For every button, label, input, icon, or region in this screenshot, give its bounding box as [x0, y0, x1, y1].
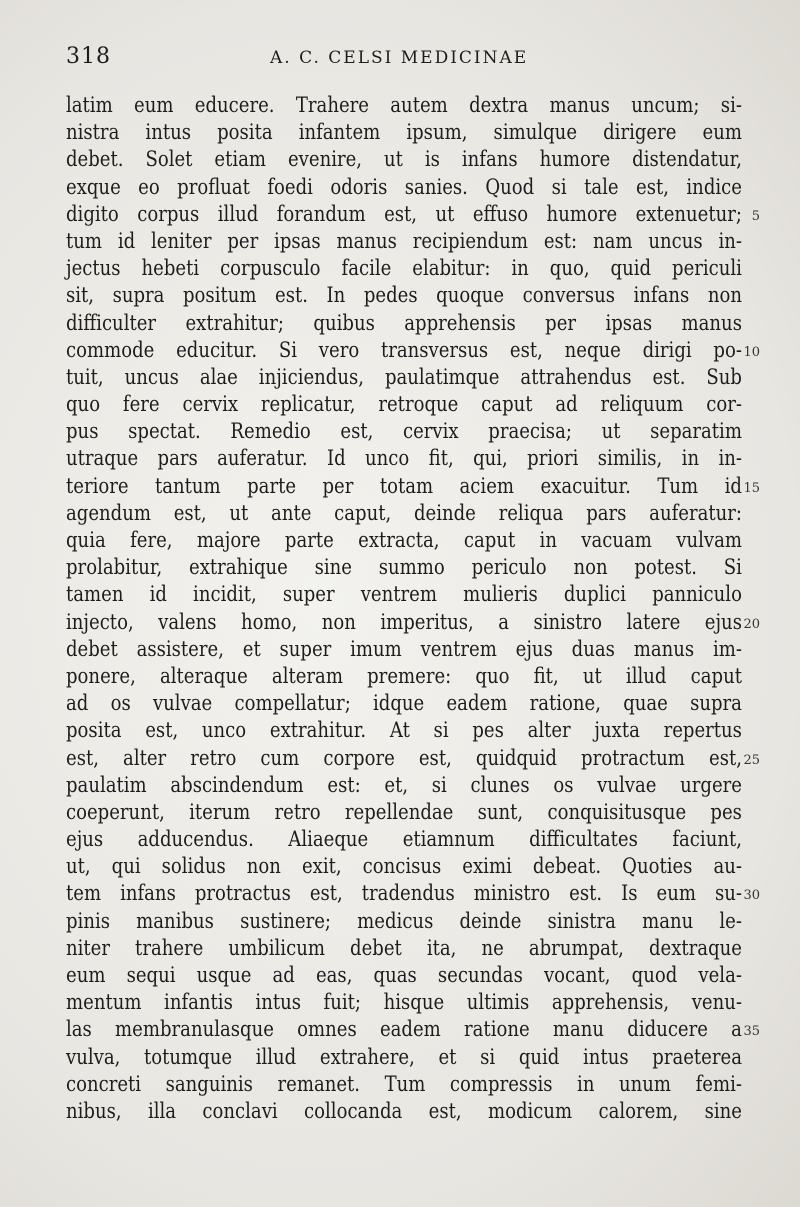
- line-text: latim eum educere. Trahere autem dextra manus uncum; si-: [66, 93, 742, 117]
- line-text: quia fere, majore parte extracta, caput in vacuam vulvam: [66, 528, 742, 552]
- text-line: [66, 418, 742, 445]
- line-text: teriore tantum parte per totam aciem exacuitur. Tum id: [66, 473, 742, 498]
- line-text: posita est, unco extrahitur. At si pes alter juxta repertus: [66, 718, 742, 743]
- running-title: A. C. CELSI MEDICINAE: [270, 48, 529, 68]
- text-line: [66, 310, 742, 337]
- line-text: las membranulasque omnes eadem ratione manu diducere a: [66, 1017, 742, 1042]
- text-line: [66, 1071, 742, 1098]
- text-line: [66, 337, 760, 364]
- line-text: coeperunt, iterum retro repellendae sunt, conquisitusque pes: [66, 799, 742, 824]
- text-line: [66, 908, 742, 935]
- running-head: [66, 44, 756, 72]
- text-line: [66, 445, 742, 472]
- text-line: [66, 1044, 742, 1071]
- line-text: utraque pars auferatur. Id unco fit, qui, priori similis, in in-: [66, 446, 742, 471]
- line-text: jectus hebeti corpusculo facile elabitur: in quo, quid periculi: [66, 256, 742, 281]
- line-text: sit, supra positum est. In pedes quoque conversus infans non: [66, 283, 742, 308]
- line-text: est, alter retro cum corpore est, quidquid protractum est,: [66, 745, 742, 770]
- text-line: [66, 989, 742, 1016]
- body-text: [66, 92, 760, 1125]
- line-text: niter trahere umbilicum debet ita, ne abrumpat, dextraque: [66, 935, 742, 960]
- text-line: [66, 146, 742, 173]
- text-line: [66, 853, 742, 880]
- line-text: tum id leniter per ipsas manus recipiendum est: nam uncus in-: [66, 228, 742, 253]
- line-text: tem infans protractus est, tradendus ministro est. Is eum su-: [66, 881, 742, 906]
- line-text: quo fere cervix replicatur, retroque caput ad reliquum cor-: [66, 392, 742, 417]
- line-text: debet assistere, et super imum ventrem ejus duas manus im-: [66, 636, 742, 661]
- line-text: nistra intus posita infantem ipsum, simulque dirigere eum: [66, 120, 742, 145]
- line-number: 15: [743, 480, 760, 496]
- line-text: concreti sanguinis remanet. Tum compressis in unum femi-: [66, 1071, 742, 1096]
- line-number: 20: [743, 616, 760, 632]
- line-text: tamen id incidit, super ventrem mulieris duplici panniculo: [66, 582, 742, 607]
- text-line: [66, 581, 742, 608]
- text-line: [66, 119, 742, 146]
- line-text: digito corpus illud forandum est, ut effuso humore extenuetur;: [66, 201, 742, 226]
- text-line: [66, 935, 742, 962]
- line-text: injecto, valens homo, non imperitus, a sinistro latere ejus: [66, 609, 742, 634]
- line-number: 25: [743, 752, 760, 768]
- text-line: [66, 527, 742, 554]
- line-text: prolabitur, extrahique sine summo periculo non potest. Si: [66, 555, 742, 580]
- line-text: paulatim abscindendum est: et, si clunes os vulvae urgere: [66, 772, 742, 797]
- line-number: 35: [743, 1024, 760, 1040]
- text-line: [66, 255, 742, 282]
- line-text: ejus adducendus. Aliaeque etiamnum difficultates faciunt,: [66, 827, 742, 852]
- line-text: exque eo profluat foedi odoris sanies. Quod si tale est, indice: [66, 174, 742, 199]
- text-line: [66, 1016, 760, 1043]
- text-line: [66, 609, 760, 636]
- line-number: 5: [751, 208, 760, 224]
- text-line: [66, 1098, 742, 1125]
- line-number: 10: [743, 344, 760, 360]
- line-text: tuit, uncus alae injiciendus, paulatimque attrahendus est. Sub: [66, 364, 742, 389]
- line-text: vulva, totumque illud extrahere, et si quid intus praeterea: [66, 1044, 742, 1069]
- text-line: [66, 201, 760, 228]
- line-number: 30: [743, 888, 760, 904]
- text-line: [66, 690, 742, 717]
- text-line: [66, 663, 742, 690]
- text-line: [66, 282, 742, 309]
- line-text: commode educitur. Si vero transversus est, neque dirigi po-: [66, 337, 742, 362]
- line-text: nibus, illa conclavi collocanda est, modicum calorem, sine: [66, 1098, 742, 1123]
- text-line: [66, 962, 742, 989]
- line-text: ut, qui solidus non exit, concisus eximi debeat. Quoties au-: [66, 854, 742, 879]
- line-text: ad os vulvae compellatur; idque eadem ratione, quae supra: [66, 691, 742, 716]
- text-line: [66, 174, 742, 201]
- text-line: [66, 717, 742, 744]
- text-line: [66, 745, 760, 772]
- text-line: [66, 228, 742, 255]
- line-text: agendum est, ut ante caput, deinde reliqua pars auferatur:: [66, 500, 742, 525]
- line-text: pus spectat. Remedio est, cervix praecisa; ut separatim: [66, 419, 742, 444]
- text-line: [66, 636, 742, 663]
- line-text: debet. Solet etiam evenire, ut is infans humore distendatur,: [66, 147, 742, 172]
- text-line: [66, 826, 742, 853]
- text-line: [66, 772, 742, 799]
- line-text: difficulter extrahitur; quibus apprehensis per ipsas manus: [66, 310, 742, 335]
- line-text: eum sequi usque ad eas, quas secundas vocant, quod vela-: [66, 963, 742, 987]
- text-line: [66, 473, 760, 500]
- page-number: 318: [66, 44, 111, 69]
- text-line: [66, 364, 742, 391]
- line-text: ponere, alteraque alteram premere: quo fit, ut illud caput: [66, 663, 742, 688]
- line-text: mentum infantis intus fuit; hisque ultimis apprehensis, venu-: [66, 990, 742, 1015]
- text-line: [66, 880, 760, 907]
- text-line: [66, 500, 742, 527]
- text-line: [66, 799, 742, 826]
- text-line: [66, 554, 742, 581]
- text-line: [66, 92, 742, 119]
- line-text: pinis manibus sustinere; medicus deinde sinistra manu le-: [66, 908, 742, 933]
- text-line: [66, 391, 742, 418]
